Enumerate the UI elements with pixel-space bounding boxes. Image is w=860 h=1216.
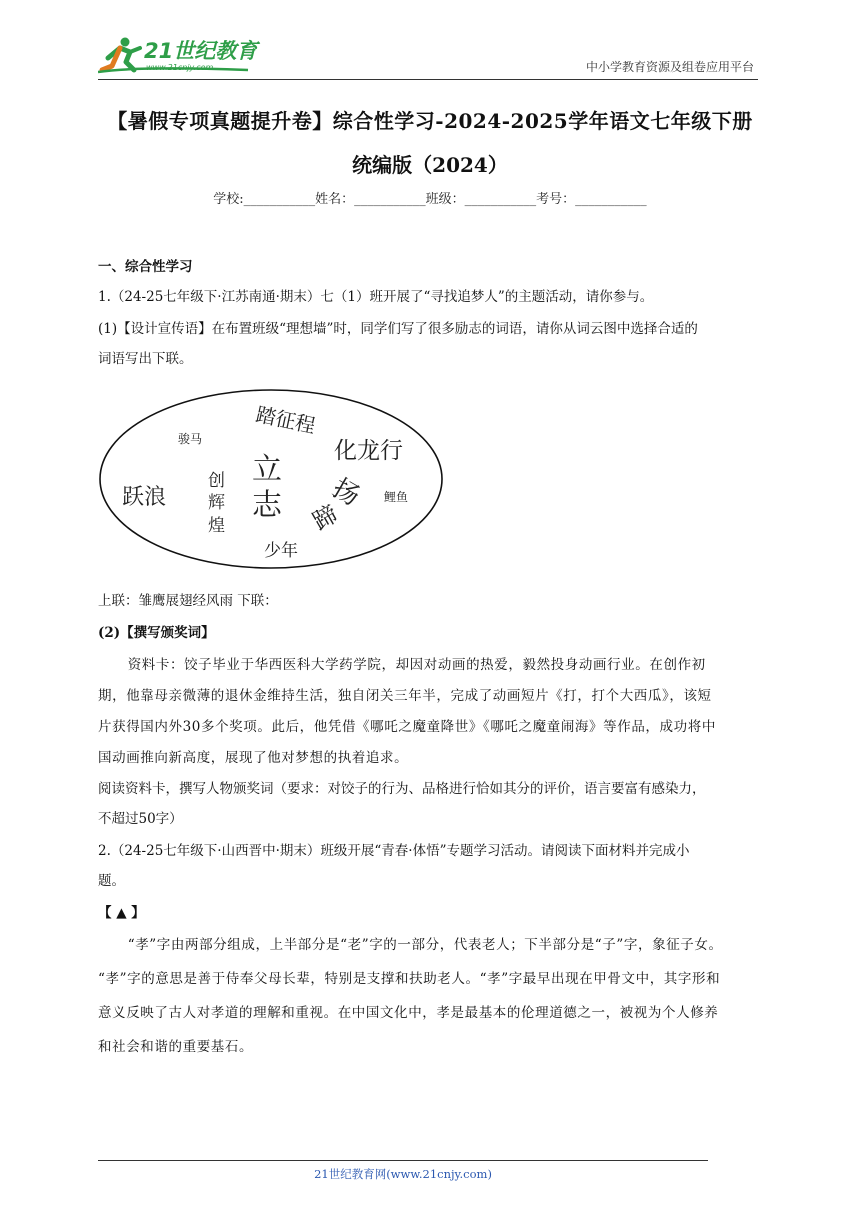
word-cloud-word: 立 [252, 452, 282, 487]
page-header [98, 30, 758, 82]
question-2-stem-cont: 题。 [98, 873, 125, 889]
svg-text:21世纪教育: 21世纪教育 [144, 39, 258, 63]
material-card-line: 期，他靠母亲微薄的退休金维持生活，独自闭关三年半，完成了动画短片《打，打个大西瓜》，该短 [98, 688, 712, 704]
question-1-part-2: (2)【撰写颁奖词】 [98, 625, 215, 641]
site-logo [98, 36, 268, 76]
word-cloud-word: 志 [252, 488, 282, 523]
footer-divider [98, 1160, 708, 1161]
word-cloud-word: 骏马 [178, 432, 203, 446]
passage-line: “孝”字由两部分组成，上半部分是“老”字的一部分，代表老人；下半部分是“子”字，象征子女。 [127, 937, 723, 953]
student-info-line: 学校:___________姓名：___________班级：___________考号：___________ [213, 192, 647, 207]
section-heading: 一、综合性学习 [98, 259, 193, 275]
task-instruction: 阅读资料卡，撰写人物颁奖词（要求：对饺子的行为、品格进行恰如其分的评价，语言要富有感染力， [98, 781, 706, 797]
question-1-part-1-cont: 词语写出下联。 [98, 351, 193, 367]
passage-line: 意义反映了古人对孝道的理解和重视。在中国文化中，孝是最基本的伦理道德之一，被视为个人修养 [98, 1005, 719, 1021]
word-cloud [98, 388, 444, 570]
question-1-stem: 1.（24-25七年级下·江苏南通·期末）七（1）班开展了“寻找追梦人”的主题活动，请你参与。 [98, 289, 654, 305]
word-cloud-word: 蹄 [307, 499, 343, 536]
word-cloud-word: 鲤鱼 [384, 490, 409, 504]
word-cloud-word: 踏征程 [253, 401, 318, 438]
page-title: 【暑假专项真题提升卷】综合性学习-2024-2025学年语文七年级下册 [107, 109, 753, 133]
passage-line: 和社会和谐的重要基石。 [98, 1039, 254, 1055]
material-card-line: 国动画推向新高度，展现了他对梦想的执着追求。 [98, 750, 409, 766]
word-cloud-word: 跃浪 [122, 485, 167, 510]
page-subtitle: 统编版（2024） [352, 153, 508, 177]
word-cloud-word: 扬 [326, 473, 365, 513]
platform-name: 中小学教育资源及组卷应用平台 [585, 60, 754, 74]
question-1-part-1: (1)【设计宣传语】在布置班级“理想墙”时，同学们写了很多励志的词语，请你从词云图中选择合适的 [98, 321, 698, 337]
word-cloud-word: 煌 [208, 516, 225, 536]
svg-text:www.21cnjy.com: www.21cnjy.com [146, 63, 214, 72]
word-cloud-word: 创 [208, 471, 225, 491]
answer-placeholder-mark: 【 ▲ 】 [98, 905, 145, 921]
word-cloud-word: 化龙行 [334, 438, 403, 464]
task-instruction-cont: 不超过50字） [98, 811, 183, 827]
material-card-line: 资料卡：饺子毕业于华西医科大学药学院，却因对动画的热爱，毅然投身动画行业。在创作初 [127, 657, 706, 673]
passage-line: “孝”字的意思是善于侍奉父母长辈，特别是支撑和扶助老人。“孝”字最早出现在甲骨文中，其字形和 [98, 971, 721, 987]
couplet-line: 上联：雏鹰展翅经风雨 下联： [98, 593, 278, 609]
material-card-line: 片获得国内外30多个奖项。此后，他凭借《哪吒之魔童降世》《哪吒之魔童闹海》等作品，成功将中 [98, 719, 716, 735]
question-2-stem: 2.（24-25七年级下·山西晋中·期末）班级开展“青春·体悟”专题学习活动。请阅读下面材料并完成小 [98, 843, 690, 859]
word-cloud-word: 辉 [208, 493, 225, 513]
header-divider [98, 79, 758, 80]
word-cloud-word: 少年 [264, 541, 298, 561]
footer-link[interactable]: 21世纪教育网(www.21cnjy.com) [314, 1167, 492, 1181]
